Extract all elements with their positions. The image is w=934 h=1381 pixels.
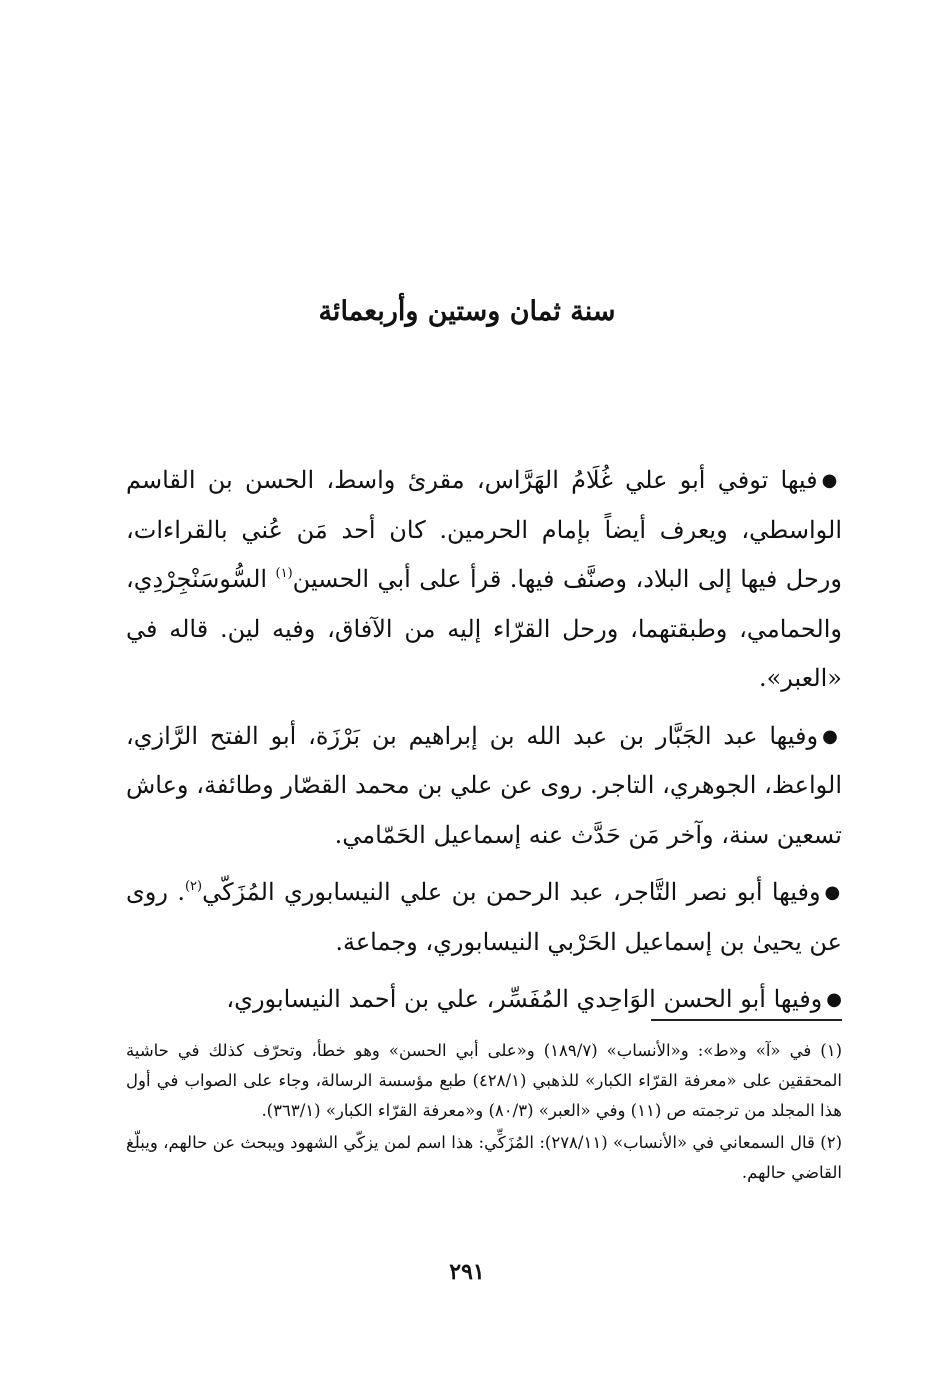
bullet-icon: ● (822, 725, 842, 747)
footnote-divider (651, 1019, 842, 1021)
footnote-ref-1[interactable]: (١) (275, 566, 293, 581)
bullet-icon: ● (826, 989, 842, 1010)
chapter-title: سنة ثمان وستين وأربعمائة (318, 296, 616, 328)
bullet-icon: ● (824, 882, 842, 903)
footnote-1: (١) في «آ» و«ط»: و«الأنساب» (١٨٩/٧) و«على أبي الحسن» وهو خطأ، وتحرّف كذلك في حاشية المحققين على «معرفة القرّاء الكبار» للذهبي (٤٢٨/١) طبع مؤسسة الرسالة، وجاء على الصواب في أول هذا المجلد من ترجمته ص (١١) وفي «العبر» (٨٠/٣) و«معرفة القرّاء الكبار» (٣٦٣/١). (126, 1041, 842, 1120)
footnote-ref-2[interactable]: (٢) (184, 879, 203, 894)
main-text (126, 456, 842, 1033)
paragraph-4 (126, 975, 842, 1025)
footnotes (126, 1036, 842, 1190)
paragraph-4-text: وفيها أبو الحسن الوَاحِدي المُفَسِّر، علي بن أحمد النيسابوري، (226, 985, 823, 1013)
footnote-2: (٢) قال السمعاني في «الأنساب» (٢٧٨/١١): المُزَكِّي: هذا اسم لمن يزكّي الشهود ويبحث عن حالهم، ويبلّغ القاضي حالهم. (126, 1133, 842, 1182)
paragraph-3-text: وفيها أبو نصر التَّاجر، عبد الرحمن بن علي النيسابوري المُزَكّي (202, 878, 821, 906)
paragraph-3 (126, 868, 842, 967)
paragraph-1-text-cont: السُّوسَنْجِرْدِي، والحمامي، وطبقتهما، ورحل القرّاء إليه من الآفاق، وفيه لين. قاله في «العبر». (126, 565, 842, 692)
bullet-icon: ● (821, 470, 842, 491)
paragraph-3-text-cont: . روى عن يحيىٰ بن إسماعيل الحَرْبي النيسابوري، وجماعة. (126, 878, 842, 956)
paragraph-2 (126, 712, 842, 861)
paragraph-1-text: فيها توفي أبو علي غُلَامُ الهَرَّاس، مقرئ واسط، الحسن بن القاسم الواسطي، ويعرف أيضاً بإمام الحرمين. كان أحد مَن عُني بالقراءات، ورحل فيها إلى البلاد، وصنَّف فيها. قرأ على أبي الحسين (126, 466, 842, 593)
page-number: ٢٩١ (449, 1259, 485, 1285)
paragraph-1 (126, 456, 842, 704)
paragraph-2-text: وفيها عبد الجَبَّار بن عبد الله بن إبراهيم بن بَرْزَة، أبو الفتح الرَّازي، الواعظ، الجوهري، التاجر. روى عن علي بن محمد القصّار وطائفة، وعاش تسعين سنة، وآخر مَن حَدَّث عنه إسماعيل الحَمّامي. (126, 721, 842, 849)
